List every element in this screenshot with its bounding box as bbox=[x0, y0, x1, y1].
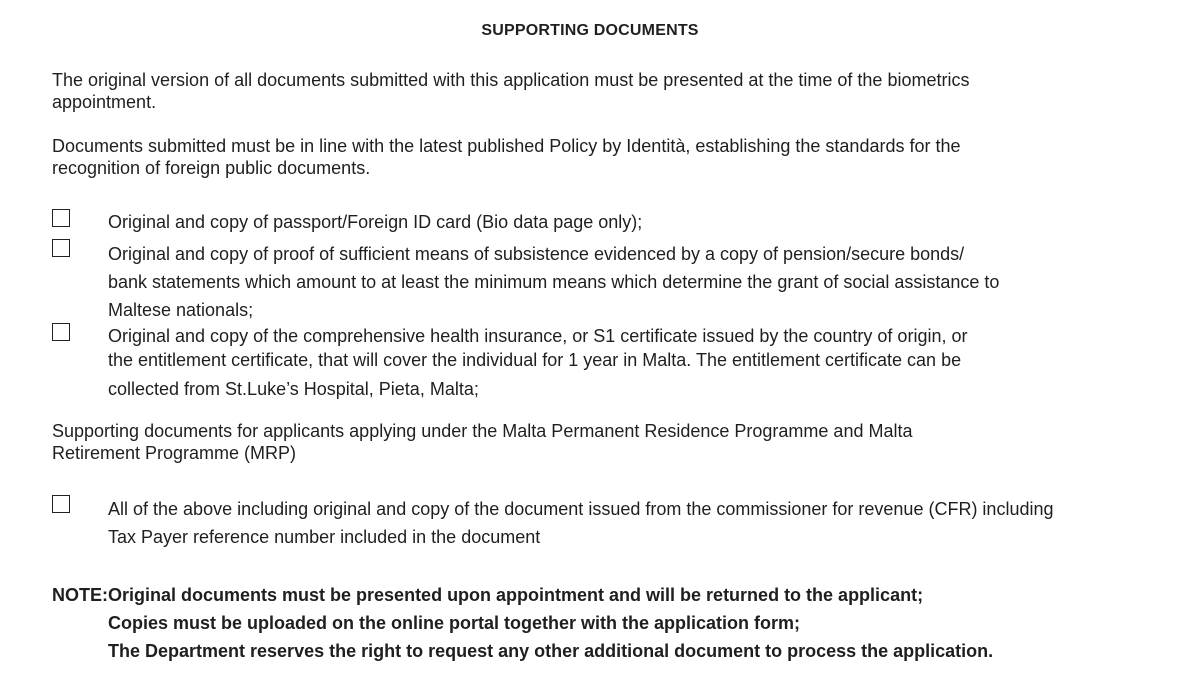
cfr-checkbox[interactable] bbox=[52, 495, 70, 513]
mrp-line: Retirement Programme (MRP) bbox=[52, 443, 297, 463]
passport-checkbox[interactable] bbox=[52, 209, 70, 227]
health-insurance-checkbox[interactable] bbox=[52, 323, 70, 341]
note-label: NOTE: bbox=[52, 585, 108, 605]
policy-line: Documents submitted must be in line with the latest published Policy by Identità, establishing the standards for the bbox=[52, 136, 961, 156]
checklist-line: Original and copy of the comprehensive health insurance, or S1 certificate issued by the country of origin, or bbox=[108, 326, 968, 346]
note-line: Copies must be uploaded on the online portal together with the application form; bbox=[108, 613, 801, 633]
subsistence-checkbox[interactable] bbox=[52, 239, 70, 257]
checklist-line: Original and copy of passport/Foreign ID card (Bio data page only); bbox=[108, 212, 643, 232]
checklist-line: Maltese nationals; bbox=[108, 300, 254, 320]
checklist-item-text bbox=[108, 495, 1128, 551]
note-line: Original documents must be presented upon appointment and will be returned to the applicant; bbox=[108, 585, 924, 605]
checklist-line: Original and copy of proof of sufficient means of subsistence evidenced by a copy of pension/secure bonds/ bbox=[108, 244, 965, 264]
policy-paragraph bbox=[52, 135, 1132, 179]
checklist-line: Tax Payer reference number included in the document bbox=[108, 527, 541, 547]
intro-line: The original version of all documents submitted with this application must be presented at the time of the biometrics bbox=[52, 70, 970, 90]
policy-line: recognition of foreign public documents. bbox=[52, 158, 371, 178]
checklist-line: collected from St.Luke’s Hospital, Pieta, Malta; bbox=[108, 379, 479, 399]
checklist-line: bank statements which amount to at least the minimum means which determine the grant of social assistance to bbox=[108, 272, 1000, 292]
mrp-line: Supporting documents for applicants applying under the Malta Permanent Residence Programme and Malta bbox=[52, 421, 913, 441]
checklist-line: the entitlement certificate, that will cover the individual for 1 year in Malta. The entitlement certificate can be bbox=[108, 350, 962, 370]
intro-paragraph bbox=[52, 69, 1132, 113]
checklist-item-text bbox=[108, 211, 1128, 233]
section-title: SUPPORTING DOCUMENTS bbox=[481, 22, 699, 39]
checklist-item-text bbox=[108, 324, 1128, 400]
mrp-paragraph bbox=[52, 420, 1132, 464]
note-line: The Department reserves the right to request any other additional document to process the application. bbox=[108, 641, 994, 661]
checklist-item-text bbox=[108, 240, 1128, 324]
intro-line: appointment. bbox=[52, 92, 157, 112]
checklist-line: All of the above including original and copy of the document issued from the commissioner for revenue (CFR) including bbox=[108, 499, 1054, 519]
note-lines bbox=[108, 581, 1148, 665]
